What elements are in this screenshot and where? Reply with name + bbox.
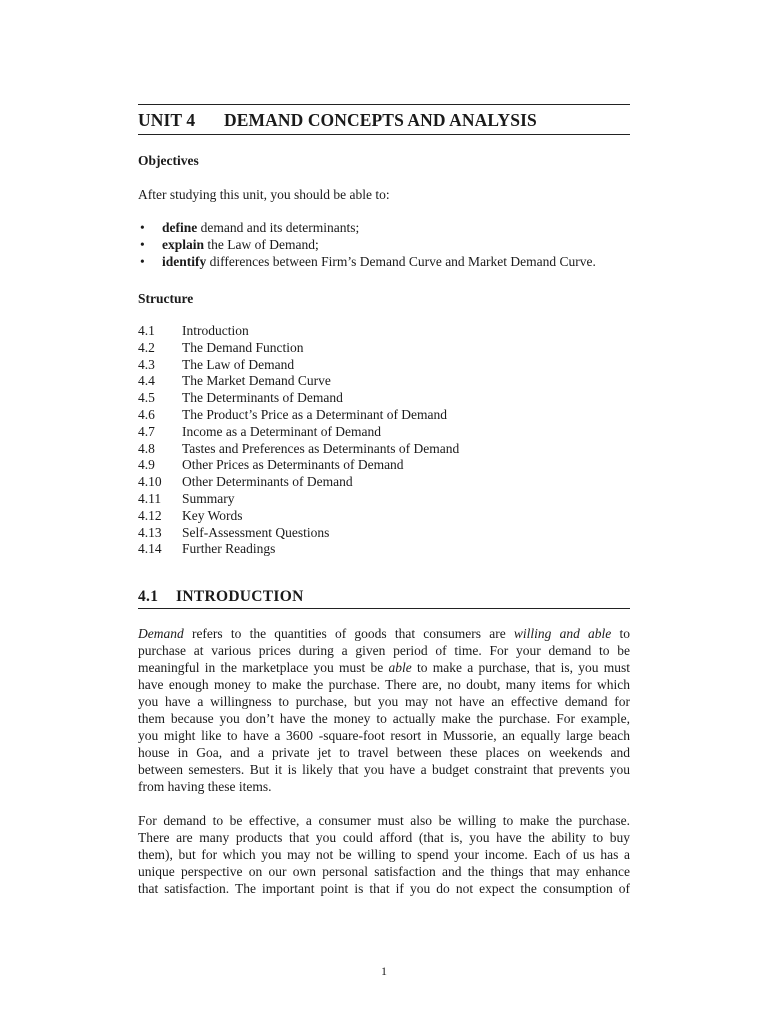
section-title: INTRODUCTION [176, 588, 304, 606]
objective-text: differences between Firm’s Demand Curve and Market Demand Curve. [206, 254, 596, 269]
term-willing-and-able: willing and able [513, 626, 612, 642]
objectives-list [138, 219, 630, 270]
bullet-icon: • [140, 237, 145, 252]
paragraph-line: have enough money to make the purchase. There are, no doubt, many items for which [138, 677, 630, 693]
section-rule [138, 608, 630, 609]
structure-title: The Law of Demand [182, 356, 295, 372]
structure-num: 4.11 [138, 490, 162, 506]
bullet-icon: • [140, 254, 145, 269]
structure-list [138, 323, 630, 558]
structure-num: 4.1 [138, 323, 155, 338]
structure-title: Tastes and Preferences as Determinants of Demand [182, 440, 460, 456]
paragraph-line: from having these items. [138, 779, 272, 795]
structure-heading: Structure [138, 291, 194, 306]
paragraph-line: meaningful in the marketplace you must be able to make a purchase, that is, you must [138, 660, 630, 676]
structure-row [138, 508, 630, 525]
structure-row [138, 491, 630, 508]
structure-title: Introduction [182, 323, 249, 338]
objective-verb: define [162, 220, 198, 235]
structure-row [138, 525, 630, 542]
structure-row [138, 390, 630, 407]
objective-verb: identify [162, 254, 207, 269]
structure-num: 4.4 [138, 373, 155, 389]
structure-num: 4.6 [138, 406, 155, 422]
objective-text: demand and its determinants; [197, 220, 360, 235]
structure-num: 4.8 [138, 440, 155, 456]
paragraph-line: Demand refers to the quantities of goods that consumers are willing and able to [138, 626, 630, 642]
paragraph-line: house in Goa, and a private jet to travel between these places on weekends and [138, 745, 630, 761]
objective-verb: explain [162, 237, 205, 252]
paragraph-line: them because you don’t have the money to actually make the purchase. For example, [138, 711, 630, 727]
structure-title: The Product’s Price as a Determinant of Demand [182, 406, 448, 422]
paragraph-line: between semesters. But it is likely that you have a budget constraint that prevents you [138, 762, 630, 778]
objective-item [138, 253, 630, 270]
structure-num: 4.5 [138, 390, 155, 406]
structure-row [138, 323, 630, 340]
section-heading [138, 583, 630, 608]
paragraph-line: you have a willingness to purchase, but you may not have an effective demand for [138, 694, 630, 710]
objectives-heading: Objectives [138, 153, 199, 168]
structure-title: Summary [182, 490, 235, 506]
structure-title: Other Determinants of Demand [182, 474, 353, 490]
structure-row [138, 441, 630, 458]
structure-row [138, 340, 630, 357]
structure-title: Other Prices as Determinants of Demand [182, 457, 404, 473]
structure-row [138, 474, 630, 491]
structure-row [138, 407, 630, 424]
bullet-icon: • [140, 220, 145, 235]
section-number: 4.1 [138, 588, 159, 606]
structure-num: 4.9 [138, 457, 155, 473]
structure-num: 4.2 [138, 339, 155, 355]
structure-num: 4.10 [138, 474, 162, 490]
structure-num: 4.12 [138, 507, 162, 523]
document-page [138, 104, 630, 897]
structure-num: 4.14 [138, 541, 162, 557]
unit-heading [138, 105, 630, 134]
structure-title: The Market Demand Curve [182, 373, 331, 389]
structure-row [138, 357, 630, 374]
structure-title: Further Readings [182, 541, 276, 557]
structure-title: Key Words [182, 507, 243, 523]
structure-num: 4.3 [138, 356, 155, 372]
structure-num: 4.13 [138, 524, 162, 540]
objectives-intro: After studying this unit, you should be able to: [138, 187, 390, 202]
paragraph-line: that satisfaction. The important point is that if you do not expect the consumption of [138, 881, 630, 897]
structure-num: 4.7 [138, 423, 155, 439]
objective-item [138, 236, 630, 253]
paragraph-line: you might like to have a 3600 -square-foot resort in Mussorie, an equally large beach [138, 728, 630, 744]
structure-row [138, 541, 630, 558]
paragraph-line: unique perspective on our own personal satisfaction and the things that may enhance [138, 864, 630, 880]
paragraph-line: There are many products that you could afford (that is, you have the ability to buy [138, 830, 630, 846]
paragraph-line: For demand to be effective, a consumer must also be willing to make the purchase. [138, 813, 630, 829]
structure-row [138, 457, 630, 474]
structure-row [138, 424, 630, 441]
structure-title: The Determinants of Demand [182, 390, 343, 406]
intro-paragraph-2 [138, 812, 630, 897]
structure-title: The Demand Function [182, 339, 304, 355]
term-demand: Demand [138, 626, 184, 642]
paragraph-line: them), but for which you may not be willing to spend your income. Each of us has a [138, 847, 630, 863]
structure-row [138, 373, 630, 390]
unit-bottom-rule [138, 134, 630, 135]
structure-title: Self-Assessment Questions [182, 524, 330, 540]
objective-item [138, 219, 630, 236]
page-number: 1 [381, 964, 387, 978]
intro-paragraph-1 [138, 625, 630, 795]
objective-text: the Law of Demand; [204, 237, 319, 252]
unit-title: DEMAND CONCEPTS AND ANALYSIS [224, 110, 537, 130]
paragraph-line: purchase at various prices during a given period of time. For your demand to be [138, 643, 630, 659]
term-able: able [388, 660, 412, 676]
unit-number: UNIT 4 [138, 110, 196, 130]
structure-title: Income as a Determinant of Demand [182, 423, 382, 439]
